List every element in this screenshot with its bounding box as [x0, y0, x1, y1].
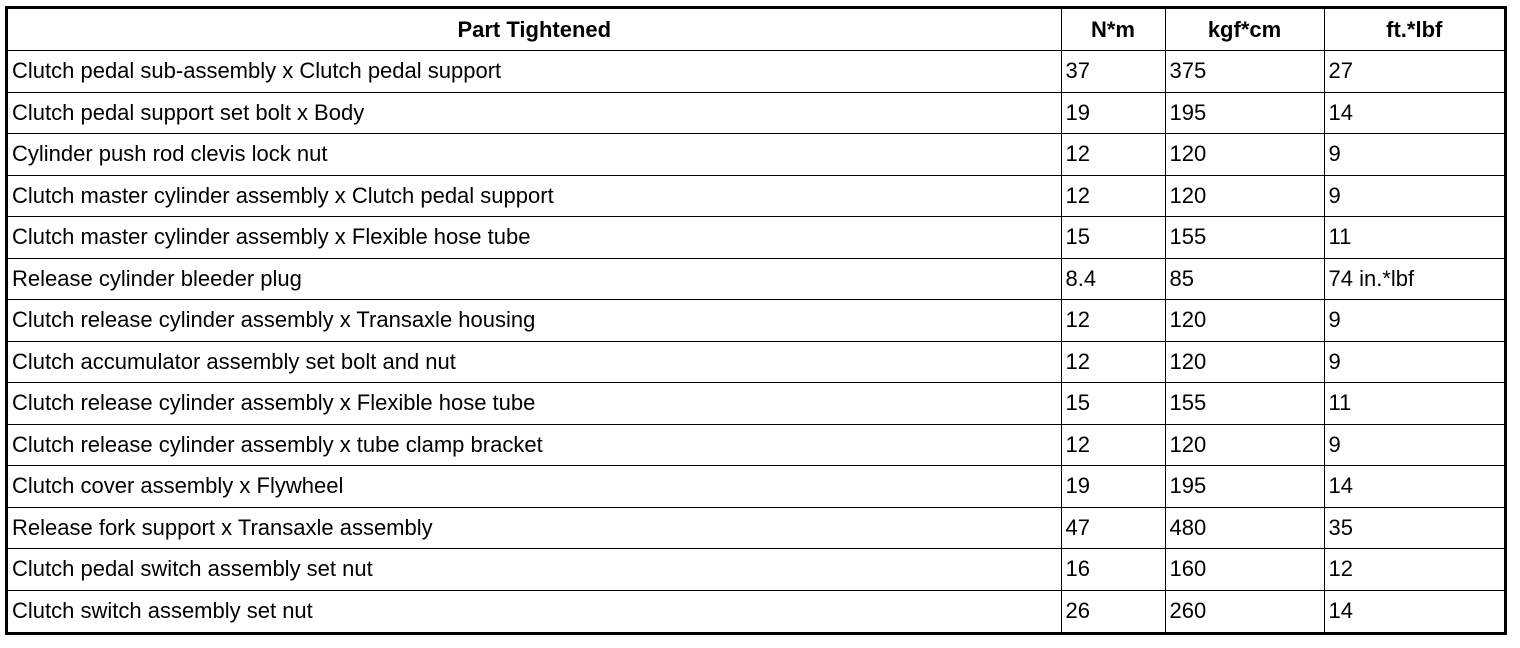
cell-kgf-cm: 120 — [1165, 300, 1324, 342]
cell-nm: 15 — [1061, 217, 1165, 259]
cell-ft-lbf: 12 — [1324, 549, 1504, 591]
table-header-row — [8, 9, 1504, 51]
cell-part-tightened: Clutch release cylinder assembly x tube clamp bracket — [8, 424, 1061, 466]
cell-part-tightened: Clutch release cylinder assembly x Transaxle housing — [8, 300, 1061, 342]
cell-ft-lbf: 9 — [1324, 134, 1504, 176]
table-row — [8, 383, 1504, 425]
cell-part-tightened: Clutch cover assembly x Flywheel — [8, 466, 1061, 508]
table-row — [8, 341, 1504, 383]
cell-part-tightened: Clutch switch assembly set nut — [8, 590, 1061, 632]
cell-nm: 16 — [1061, 549, 1165, 591]
cell-nm: 12 — [1061, 424, 1165, 466]
cell-kgf-cm: 480 — [1165, 507, 1324, 549]
cell-ft-lbf: 11 — [1324, 217, 1504, 259]
table-row — [8, 424, 1504, 466]
cell-kgf-cm: 160 — [1165, 549, 1324, 591]
cell-ft-lbf: 9 — [1324, 424, 1504, 466]
table-row — [8, 217, 1504, 259]
cell-nm: 19 — [1061, 92, 1165, 134]
cell-nm: 12 — [1061, 341, 1165, 383]
cell-part-tightened: Clutch master cylinder assembly x Clutch pedal support — [8, 175, 1061, 217]
cell-kgf-cm: 155 — [1165, 383, 1324, 425]
cell-part-tightened: Clutch pedal sub-assembly x Clutch pedal support — [8, 51, 1061, 93]
cell-nm: 12 — [1061, 300, 1165, 342]
cell-kgf-cm: 120 — [1165, 134, 1324, 176]
table-row — [8, 590, 1504, 632]
cell-part-tightened: Cylinder push rod clevis lock nut — [8, 134, 1061, 176]
cell-nm: 26 — [1061, 590, 1165, 632]
cell-part-tightened: Clutch master cylinder assembly x Flexible hose tube — [8, 217, 1061, 259]
cell-nm: 12 — [1061, 134, 1165, 176]
table-row — [8, 549, 1504, 591]
cell-kgf-cm: 120 — [1165, 341, 1324, 383]
cell-kgf-cm: 85 — [1165, 258, 1324, 300]
cell-part-tightened: Clutch pedal support set bolt x Body — [8, 92, 1061, 134]
table-row — [8, 300, 1504, 342]
cell-nm: 19 — [1061, 466, 1165, 508]
cell-nm: 15 — [1061, 383, 1165, 425]
cell-kgf-cm: 120 — [1165, 175, 1324, 217]
cell-ft-lbf: 35 — [1324, 507, 1504, 549]
cell-nm: 8.4 — [1061, 258, 1165, 300]
table-row — [8, 51, 1504, 93]
cell-ft-lbf: 9 — [1324, 300, 1504, 342]
table-row — [8, 175, 1504, 217]
torque-spec-table — [8, 9, 1504, 632]
header-part-tightened: Part Tightened — [8, 9, 1061, 51]
table-row — [8, 466, 1504, 508]
cell-ft-lbf: 74 in.*lbf — [1324, 258, 1504, 300]
cell-part-tightened: Release fork support x Transaxle assembly — [8, 507, 1061, 549]
cell-kgf-cm: 260 — [1165, 590, 1324, 632]
cell-part-tightened: Clutch release cylinder assembly x Flexible hose tube — [8, 383, 1061, 425]
cell-kgf-cm: 375 — [1165, 51, 1324, 93]
cell-part-tightened: Clutch accumulator assembly set bolt and nut — [8, 341, 1061, 383]
cell-nm: 47 — [1061, 507, 1165, 549]
table-row — [8, 134, 1504, 176]
cell-part-tightened: Release cylinder bleeder plug — [8, 258, 1061, 300]
header-nm: N*m — [1061, 9, 1165, 51]
cell-ft-lbf: 9 — [1324, 341, 1504, 383]
table-body — [8, 51, 1504, 632]
cell-kgf-cm: 120 — [1165, 424, 1324, 466]
cell-kgf-cm: 195 — [1165, 466, 1324, 508]
cell-nm: 12 — [1061, 175, 1165, 217]
cell-kgf-cm: 155 — [1165, 217, 1324, 259]
header-kgf-cm: kgf*cm — [1165, 9, 1324, 51]
table-row — [8, 258, 1504, 300]
cell-ft-lbf: 14 — [1324, 466, 1504, 508]
table-row — [8, 92, 1504, 134]
table-row — [8, 507, 1504, 549]
cell-kgf-cm: 195 — [1165, 92, 1324, 134]
header-ft-lbf: ft.*lbf — [1324, 9, 1504, 51]
cell-nm: 37 — [1061, 51, 1165, 93]
torque-spec-table-container — [5, 6, 1507, 635]
cell-ft-lbf: 27 — [1324, 51, 1504, 93]
cell-part-tightened: Clutch pedal switch assembly set nut — [8, 549, 1061, 591]
cell-ft-lbf: 14 — [1324, 92, 1504, 134]
cell-ft-lbf: 11 — [1324, 383, 1504, 425]
cell-ft-lbf: 14 — [1324, 590, 1504, 632]
cell-ft-lbf: 9 — [1324, 175, 1504, 217]
